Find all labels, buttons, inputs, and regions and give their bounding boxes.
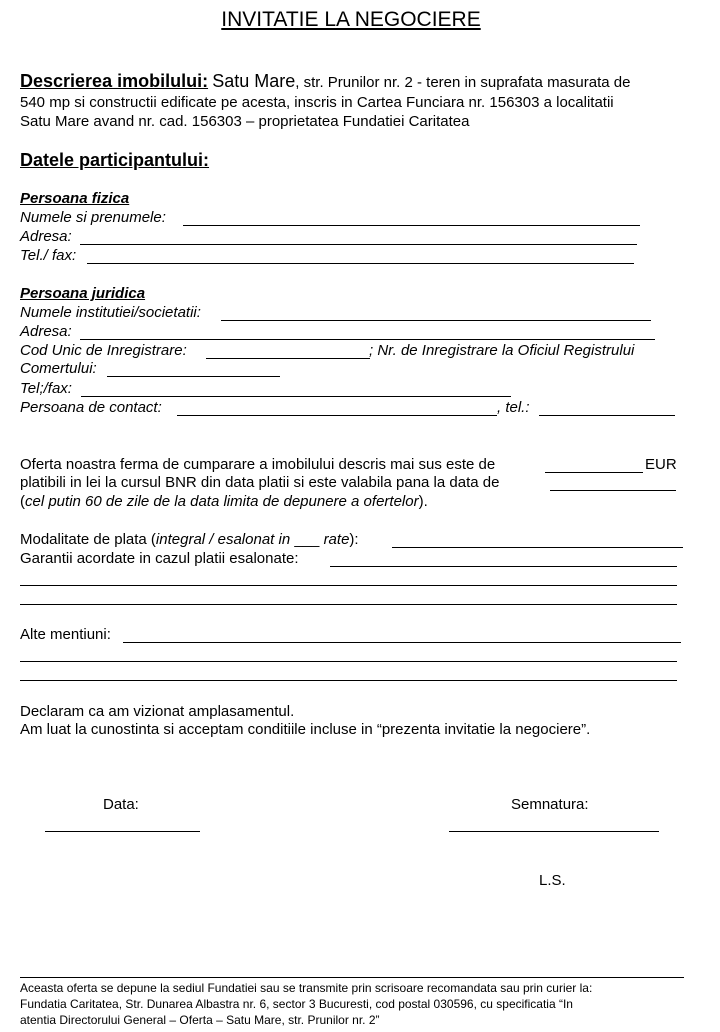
- payment-label-end: ):: [349, 531, 359, 548]
- footer-line-3: atentia Directorului General – Oferta – Satu Mare, str. Prunilor nr. 2”: [20, 1013, 380, 1027]
- footer-line-1: Aceasta oferta se depune la sediul Fundatiei sau se transmite prin scrisoare recomandata sau prin curier la:: [20, 981, 593, 995]
- offer-note-open: (: [20, 493, 25, 510]
- guarantee-field-1[interactable]: [330, 566, 677, 567]
- company-contact-tel-field[interactable]: [539, 415, 675, 416]
- payment-label-italic-2: rate: [323, 531, 350, 548]
- offer-currency: EUR: [645, 456, 677, 473]
- company-contact-label: Persoana de contact:: [20, 399, 162, 416]
- offer-valid-date-field[interactable]: [550, 490, 676, 491]
- payment-label-start: Modalitate de plata (: [20, 531, 156, 548]
- payment-label: [20, 531, 359, 549]
- footer-divider: [20, 977, 684, 978]
- offer-note-text: cel putin 60 de zile de la data limita de depunere a ofertelor: [25, 493, 419, 510]
- company-contact-tel-label: , tel.:: [497, 399, 530, 416]
- other-label: Alte mentiuni:: [20, 626, 111, 643]
- company-reg-label-2: Comertului:: [20, 360, 97, 377]
- company-phone-label: Tel;/fax:: [20, 380, 72, 397]
- company-name-label: Numele institutiei/societatii:: [20, 304, 201, 321]
- company-heading: Persoana juridica: [20, 285, 146, 302]
- individual-address-field[interactable]: [80, 244, 637, 245]
- company-contact-field[interactable]: [177, 415, 497, 416]
- offer-line-2: platibili in lei la cursul BNR din data platii si este valabila pana la data de: [20, 474, 500, 491]
- individual-name-label: Numele si prenumele:: [20, 209, 166, 226]
- company-phone-field[interactable]: [81, 396, 511, 397]
- property-line-3: Satu Mare avand nr. cad. 156303 – proprietatea Fundatiei Caritatea: [20, 113, 470, 130]
- individual-phone-label: Tel./ fax:: [20, 247, 77, 264]
- company-name-field[interactable]: [221, 320, 651, 321]
- other-field-3[interactable]: [20, 680, 677, 681]
- date-field[interactable]: [45, 831, 200, 832]
- company-reg-label: ; Nr. de Inregistrare la Oficiul Registrului: [369, 342, 635, 359]
- payment-method-field[interactable]: [392, 547, 683, 548]
- company-address-field[interactable]: [80, 339, 655, 340]
- individual-address-label: Adresa:: [20, 228, 72, 245]
- company-cui-label: Cod Unic de Inregistrare:: [20, 342, 187, 359]
- property-label: Descrierea imobilului:: [20, 71, 209, 91]
- offer-amount-field[interactable]: [545, 472, 643, 473]
- guarantee-label: Garantii acordate in cazul platii esalonate:: [20, 550, 299, 567]
- other-field-1[interactable]: [123, 642, 681, 643]
- guarantee-field-2[interactable]: [20, 585, 677, 586]
- date-label: Data:: [103, 796, 139, 813]
- property-line-2: 540 mp si constructii edificate pe acesta, inscris in Cartea Funciara nr. 156303 a localitatii: [20, 94, 614, 111]
- company-address-label: Adresa:: [20, 323, 72, 340]
- property-location: Satu Mare: [212, 71, 296, 91]
- signature-label: Semnatura:: [511, 796, 589, 813]
- individual-name-field[interactable]: [183, 225, 640, 226]
- footer-line-2: Fundatia Caritatea, Str. Dunarea Albastra nr. 6, sector 3 Bucuresti, cod postal 030596, cu specificatia “In: [20, 997, 573, 1011]
- guarantee-field-3[interactable]: [20, 604, 677, 605]
- individual-heading: Persoana fizica: [20, 190, 130, 207]
- property-line-1: [20, 71, 630, 92]
- offer-note-close: ).: [418, 493, 428, 510]
- payment-rates-blank: ___: [294, 531, 320, 548]
- company-cui-field[interactable]: [206, 358, 370, 359]
- declaration-line-1: Declaram ca am vizionat amplasamentul.: [20, 703, 295, 720]
- offer-note: [20, 493, 428, 511]
- property-line-1-rest: , str. Prunilor nr. 2 - teren in suprafata masurata de: [295, 74, 631, 91]
- declaration-line-2: Am luat la cunostinta si acceptam conditiile incluse in “prezenta invitatie la negociere”.: [20, 721, 591, 738]
- offer-line-1: Oferta noastra ferma de cumparare a imobilului descris mai sus este de: [20, 456, 496, 473]
- company-reg-field[interactable]: [107, 376, 280, 377]
- page-title: INVITATIE LA NEGOCIERE: [221, 8, 481, 31]
- other-field-2[interactable]: [20, 661, 677, 662]
- participant-heading: Datele participantului:: [20, 150, 210, 170]
- payment-label-italic-1: integral / esalonat in: [155, 531, 291, 548]
- individual-phone-field[interactable]: [87, 263, 634, 264]
- signature-field[interactable]: [449, 831, 659, 832]
- seal-label: L.S.: [539, 872, 566, 889]
